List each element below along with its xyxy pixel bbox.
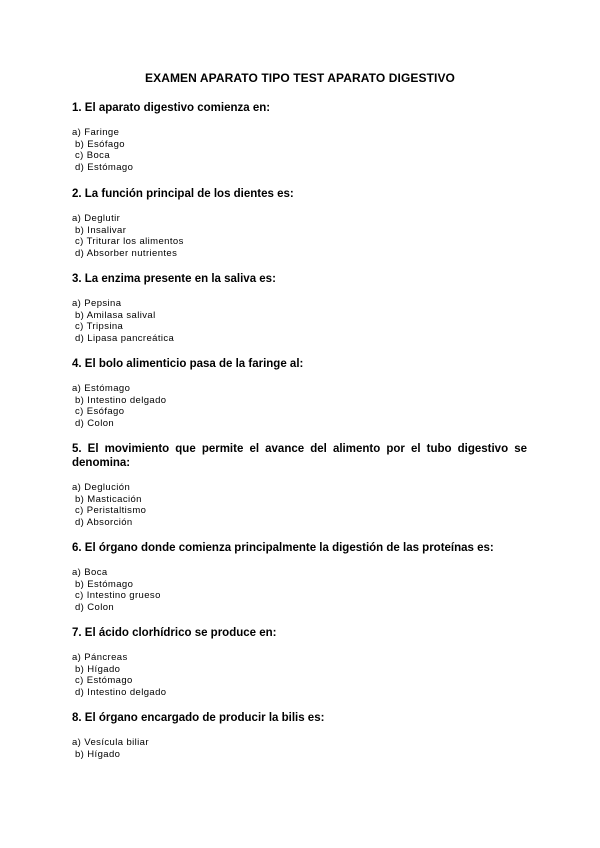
option-c: c) Tripsina [75,321,124,333]
answer-options [72,127,527,173]
option-b: b) Hígado [75,748,121,760]
option-d: d) Intestino delgado [75,686,167,698]
question-text: 7. El ácido clorhídrico se produce en: [72,627,277,639]
question-8 [72,711,527,760]
option-b: b) Intestino delgado [75,394,167,406]
question-text: 4. El bolo alimenticio pasa de la faringe al: [72,358,304,370]
option-d: d) Colon [75,417,115,429]
question-6 [72,541,527,613]
question-2 [72,187,527,259]
option-c: c) Triturar los alimentos [75,236,184,248]
option-b: b) Esófago [75,138,125,150]
option-b: b) Insalivar [75,224,127,236]
option-d: d) Estómago [75,161,134,173]
option-a: a) Páncreas [72,652,128,663]
question-text: 5. El movimiento que permite el avance del alimento por el tubo digestivo se denomina: [72,443,527,469]
option-d: d) Absorber nutrientes [75,247,178,259]
answer-options [72,567,527,613]
option-b: b) Estómago [75,578,134,590]
option-b: b) Masticación [75,493,142,505]
option-a: a) Pepsina [72,298,122,309]
option-c: c) Estómago [75,675,133,687]
option-d: d) Colon [75,601,115,613]
option-a: a) Boca [72,567,108,578]
answer-options [72,482,527,528]
option-a: a) Faringe [72,127,120,138]
question-text: 2. La función principal de los dientes es: [72,188,294,200]
question-1 [72,101,527,173]
option-c: c) Esófago [75,406,125,418]
option-a: a) Deglución [72,482,131,493]
page-title: EXAMEN APARATO TIPO TEST APARATO DIGESTIVO [144,71,455,85]
question-text: 6. El órgano donde comienza principalmente la digestión de las proteínas es: [72,542,494,554]
option-d: d) Absorción [75,516,133,528]
question-text: 3. La enzima presente en la saliva es: [72,273,276,285]
option-d: d) Lipasa pancreática [75,332,175,344]
answer-options [72,737,527,760]
option-a: a) Deglutir [72,213,121,224]
question-text: 8. El órgano encargado de producir la bilis es: [72,712,325,724]
option-a: a) Vesícula biliar [72,737,149,748]
answer-options [72,213,527,259]
answer-options [72,298,527,344]
option-b: b) Hígado [75,663,121,675]
option-c: c) Intestino grueso [75,590,161,602]
option-c: c) Peristaltismo [75,505,147,517]
answer-options [72,652,527,698]
question-text: 1. El aparato digestivo comienza en: [72,102,271,114]
option-c: c) Boca [75,150,111,162]
question-5 [72,442,527,528]
option-b: b) Amilasa salival [75,309,156,321]
question-4 [72,357,527,429]
question-3 [72,272,527,344]
option-a: a) Estómago [72,383,131,394]
answer-options [72,383,527,429]
question-7 [72,626,527,698]
